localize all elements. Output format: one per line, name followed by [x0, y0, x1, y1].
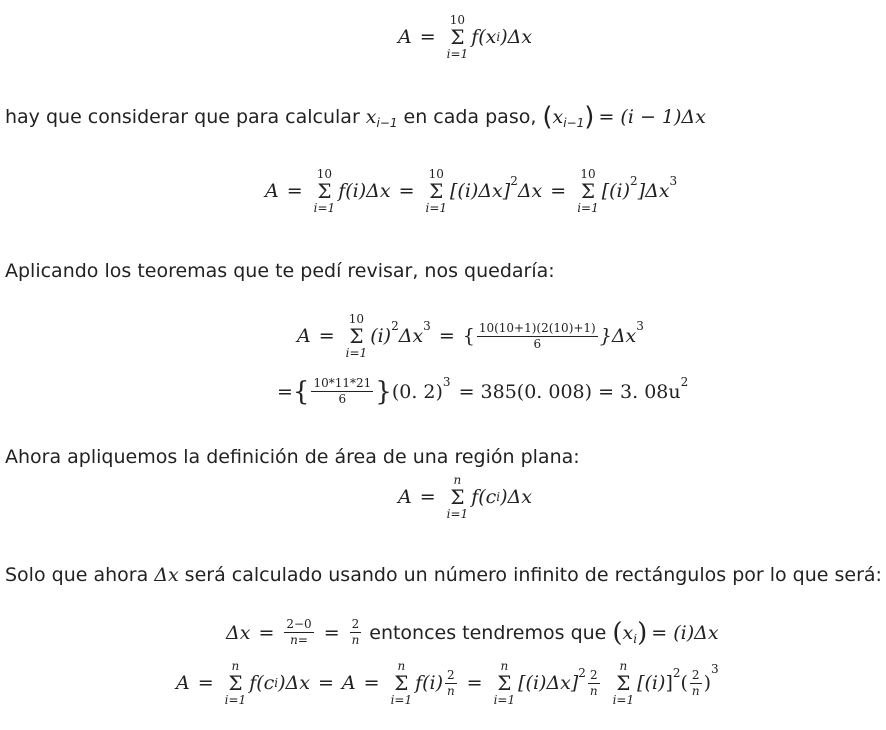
sigma: Σ [497, 671, 512, 695]
lower-limit: i=1 [446, 507, 469, 521]
exponent: 2 [680, 374, 689, 389]
var-a: A [398, 486, 412, 508]
exponent: 3 [636, 319, 644, 333]
summation-symbol [346, 313, 368, 359]
term: (i) [370, 325, 392, 347]
equals-sign: = [363, 672, 380, 694]
upper-limit: n [500, 659, 509, 673]
equals-sign: = [258, 621, 275, 644]
upper-limit: n [231, 659, 240, 673]
paragraph-text: en cada paso, [403, 106, 537, 128]
numerator: 2−0 [286, 617, 312, 631]
sigma: Σ [394, 671, 409, 695]
fraction [350, 617, 362, 648]
lower-limit: i=1 [577, 201, 599, 215]
summation-symbol [314, 168, 336, 214]
subscript: i−1 [563, 116, 585, 130]
equation-5 [398, 474, 532, 520]
upper-limit: 10 [348, 312, 365, 326]
lower-limit: i=1 [345, 346, 368, 360]
term: [(i) [601, 180, 631, 202]
equals-sign: = [438, 325, 455, 347]
paragraph-3: Ahora apliquemos la definición de área de una región plana: [5, 446, 580, 468]
fraction [588, 668, 600, 699]
term-f: f(c [471, 486, 497, 508]
denominator: n= [290, 633, 308, 647]
var-x: x [552, 106, 564, 128]
exponent: 2 [578, 666, 586, 680]
upper-limit: 10 [428, 167, 444, 181]
fraction [445, 668, 457, 699]
equals-sign: = [277, 380, 293, 403]
lower-limit: i=1 [446, 47, 469, 61]
term-f: f(c [249, 672, 275, 694]
paragraph-text: Solo que ahora [5, 564, 149, 586]
fraction [284, 617, 313, 648]
denominator: 6 [338, 392, 347, 406]
var-a: A [297, 325, 311, 347]
exponent: 3 [710, 662, 719, 676]
equals-sign: = [317, 672, 334, 694]
numerator: 2 [351, 617, 360, 631]
term: f(i) [415, 672, 444, 694]
brace: { [292, 376, 310, 407]
sigma: Σ [317, 179, 332, 203]
fraction [690, 668, 702, 699]
brace: { [462, 325, 475, 347]
sigma: Σ [616, 671, 631, 695]
equals-sign: = [398, 180, 415, 202]
lower-limit: i=1 [390, 693, 413, 707]
exponent: 2 [672, 666, 681, 680]
subscript: i [496, 30, 501, 44]
sigma: Σ [450, 25, 465, 49]
upper-limit: n [397, 659, 406, 673]
upper-limit: 10 [316, 167, 333, 181]
numerator: 10(10+1)(2(10)+1) [478, 320, 596, 335]
var-a: A [398, 26, 412, 48]
equation-3 [297, 313, 644, 359]
equation-7 [176, 660, 719, 706]
term-dx: )Δx [500, 486, 532, 508]
paren: ) [584, 102, 595, 132]
numerator: 2 [589, 667, 598, 682]
lower-limit: i=1 [612, 693, 635, 707]
numerator: 2 [691, 667, 700, 682]
exponent: 2 [510, 174, 518, 188]
summation-symbol [447, 14, 469, 60]
term: }Δx [599, 325, 637, 347]
term-f: f(x [471, 26, 497, 48]
term-dx: )Δx [500, 26, 533, 48]
denominator: n [446, 683, 455, 698]
sigma: Σ [349, 324, 364, 348]
subscript: i [496, 490, 501, 504]
sigma: Σ [580, 179, 596, 203]
var-a: A [176, 672, 190, 694]
term: = (i)Δx [651, 621, 719, 644]
subscript: i [633, 631, 638, 646]
denominator: n [691, 683, 700, 698]
term: (0. 2) [391, 380, 443, 403]
upper-limit: 10 [449, 13, 466, 27]
term: Δx [154, 564, 179, 586]
equation-1 [398, 14, 532, 60]
summation-symbol [613, 660, 635, 706]
equals-sign: = [466, 672, 483, 694]
summation-symbol [225, 660, 247, 706]
subscript: i [274, 676, 279, 690]
paragraph-text: entonces tendremos que [369, 621, 607, 644]
equation-4 [277, 376, 688, 407]
summation-symbol [425, 168, 447, 214]
exponent: 2 [391, 319, 399, 333]
numerator: 2 [447, 667, 455, 682]
equals-sign: = [550, 180, 567, 202]
paren: ( [680, 672, 688, 694]
term: ]Δx [637, 180, 670, 202]
subscript: i−1 [376, 116, 398, 130]
term: = (i − 1)Δx [598, 106, 706, 128]
term: = 385(0. 008) = 3. 08u [458, 380, 681, 403]
exponent: 2 [630, 174, 638, 188]
equation-6 [226, 617, 719, 648]
lower-limit: i=1 [313, 201, 336, 215]
fraction [477, 321, 598, 352]
lower-limit: i=1 [493, 693, 516, 707]
upper-limit: n [619, 659, 628, 673]
paren: ( [542, 102, 553, 132]
equals-sign: = [419, 486, 436, 508]
term-dx: )Δx [278, 672, 310, 694]
paragraph-2: Aplicando los teoremas que te pedí revisar, nos quedaría: [5, 260, 555, 282]
fraction [311, 376, 373, 407]
paragraph-text: hay que considerar que para calcular [5, 106, 360, 128]
paragraph-1 [5, 104, 706, 130]
equation-2 [265, 168, 677, 214]
exponent: 3 [423, 319, 431, 333]
var-a: A [265, 180, 279, 202]
paragraph-text: será calculado usando un número infinito de rectángulos por lo que será: [184, 564, 882, 586]
equals-sign: = [286, 180, 303, 202]
term: Δx [517, 180, 543, 202]
sigma: Σ [228, 671, 243, 695]
term: [(i)Δx] [450, 180, 511, 202]
numerator: 10*11*21 [313, 376, 372, 390]
summation-symbol [494, 660, 516, 706]
lower-limit: i=1 [224, 693, 247, 707]
term: Δx [226, 621, 251, 644]
term: f(i)Δx [338, 180, 391, 202]
equals-sign: = [323, 621, 340, 644]
exponent: 3 [669, 174, 678, 188]
var-a: A [341, 672, 356, 694]
exponent: 3 [442, 374, 451, 389]
denominator: n [589, 683, 598, 698]
term: [(i) [637, 672, 666, 694]
equals-sign: = [419, 26, 436, 48]
upper-limit: 10 [580, 167, 596, 181]
paragraph-4 [5, 564, 882, 586]
var-x: x [622, 621, 634, 644]
upper-limit: n [453, 473, 462, 487]
summation-symbol [577, 168, 599, 214]
equals-sign: = [197, 672, 214, 694]
brace: } [375, 376, 392, 407]
lower-limit: i=1 [425, 201, 448, 215]
paren: ) [703, 672, 711, 694]
sigma: Σ [429, 179, 444, 203]
equals-sign: = [318, 325, 335, 347]
paren: ) [637, 617, 648, 648]
paren: ( [612, 617, 623, 648]
summation-symbol [447, 474, 469, 520]
term: ] [665, 672, 673, 694]
summation-symbol [391, 660, 413, 706]
term: Δx [398, 325, 424, 347]
term: [(i)Δx] [518, 672, 579, 694]
denominator: n [351, 633, 360, 647]
denominator: 6 [533, 336, 542, 351]
var-x: x [365, 106, 377, 128]
sigma: Σ [450, 485, 465, 509]
